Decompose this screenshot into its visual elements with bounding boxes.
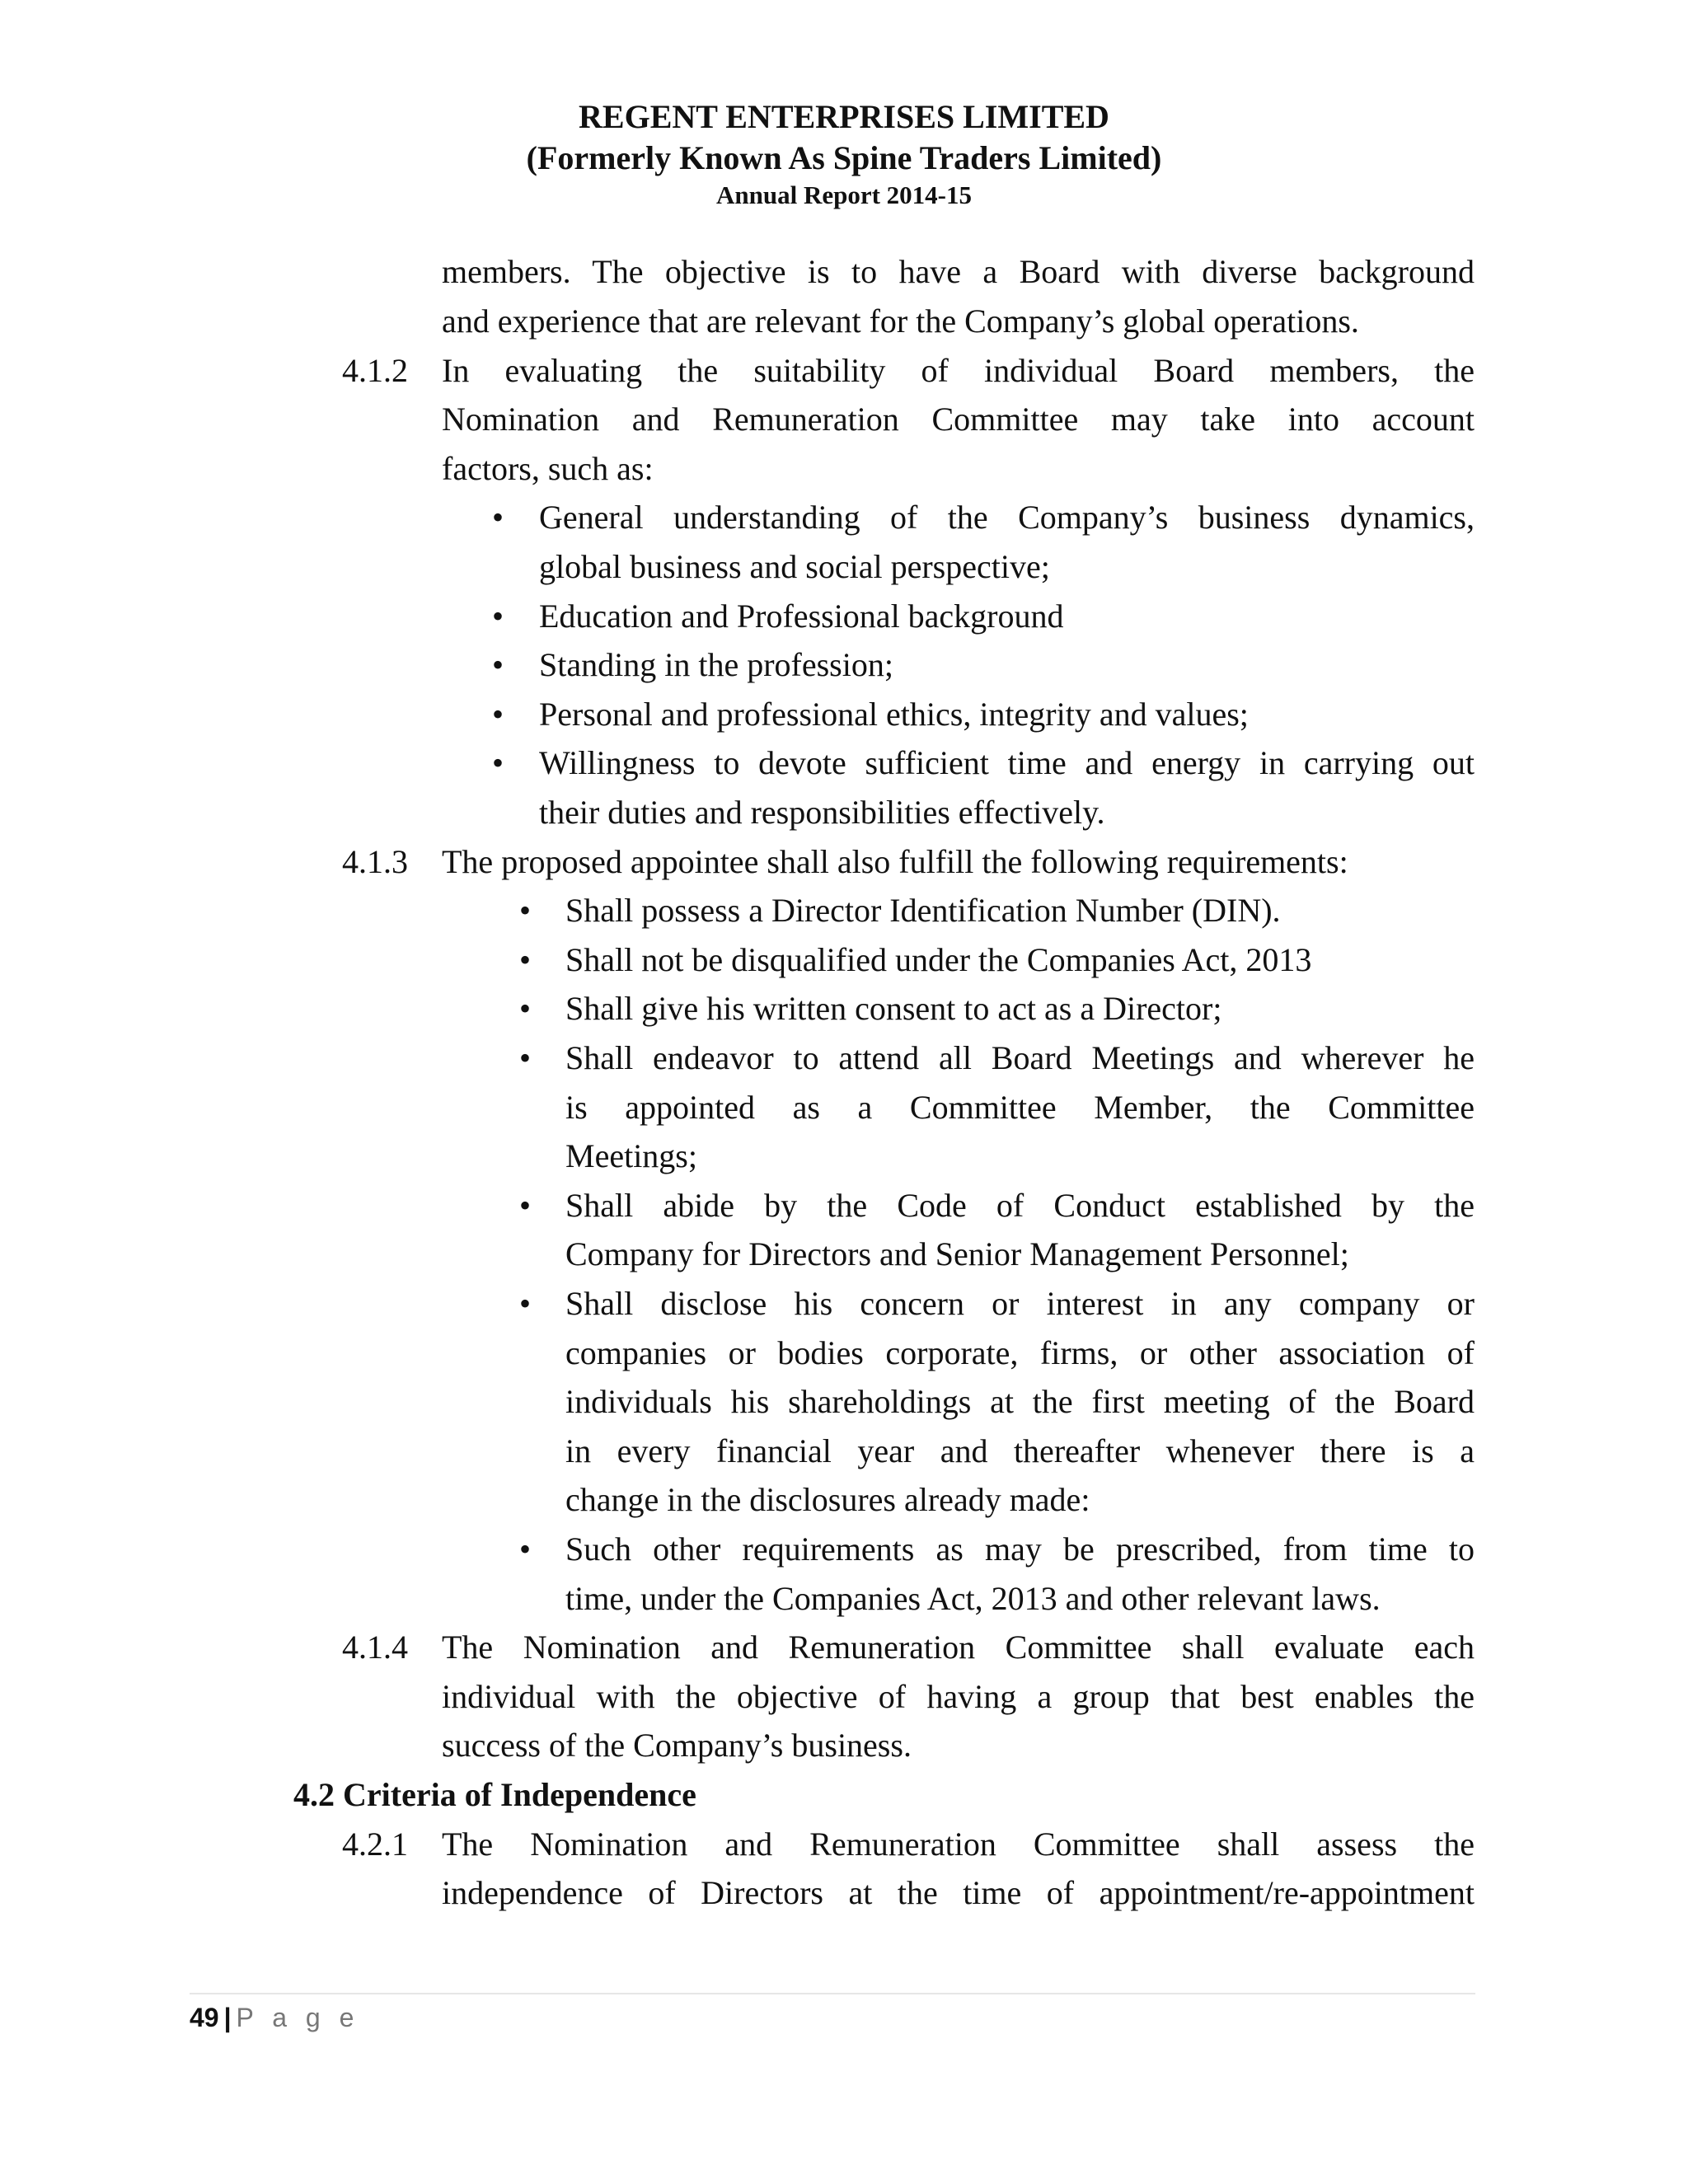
bullet-icon: • xyxy=(519,892,532,929)
company-name: REGENT ENTERPRISES LIMITED xyxy=(579,98,1109,135)
list-item: Company for Directors and Senior Management Personnel; xyxy=(565,1235,1349,1272)
body-line: The Nomination and Remuneration Committee shall evaluate each xyxy=(442,1629,1475,1666)
report-title: Annual Report 2014-15 xyxy=(715,180,972,209)
clause-number: 4.1.4 xyxy=(342,1629,408,1666)
list-item: time, under the Companies Act, 2013 and other relevant laws. xyxy=(565,1580,1381,1617)
body-line: factors, such as: xyxy=(442,450,654,487)
list-item: Shall give his written consent to act as a Director; xyxy=(565,990,1222,1027)
list-item: in every financial year and thereafter whenever there is a xyxy=(565,1432,1475,1469)
list-item: Shall not be disqualified under the Companies Act, 2013 xyxy=(565,941,1312,978)
bullet-icon: • xyxy=(492,499,504,536)
list-item: Willingness to devote sufficient time and energy in carrying out xyxy=(539,744,1475,781)
section-heading: 4.2 Criteria of Independence xyxy=(293,1776,696,1813)
list-item: their duties and responsibilities effectively. xyxy=(539,794,1105,831)
footer-separator: | xyxy=(223,2003,232,2032)
list-item: Such other requirements as may be prescribed, from time to xyxy=(565,1530,1475,1568)
body-line: The proposed appointee shall also fulfill the following requirements: xyxy=(442,843,1348,880)
bullet-icon: • xyxy=(519,1187,532,1224)
clause-number: 4.1.2 xyxy=(342,352,408,389)
body-line: individual with the objective of having a group that best enables the xyxy=(442,1678,1475,1715)
list-item: companies or bodies corporate, firms, or other association of xyxy=(565,1334,1475,1371)
bullet-icon: • xyxy=(492,598,504,635)
list-item: Shall endeavor to attend all Board Meetings and wherever he xyxy=(565,1039,1475,1076)
list-item: Shall disclose his concern or interest in any company or xyxy=(565,1285,1475,1322)
bullet-icon: • xyxy=(519,1285,532,1322)
bullet-icon: • xyxy=(519,941,532,978)
list-item: change in the disclosures already made: xyxy=(565,1481,1090,1518)
clause-number: 4.2.1 xyxy=(342,1825,408,1863)
list-item: Education and Professional background xyxy=(539,598,1064,635)
list-item: Meetings; xyxy=(565,1137,697,1174)
body-line: Nomination and Remuneration Committee may take into account xyxy=(442,401,1475,438)
page-footer xyxy=(190,2001,359,2034)
list-item: Personal and professional ethics, integrity and values; xyxy=(539,696,1249,733)
former-name: (Formerly Known As Spine Traders Limited) xyxy=(526,139,1162,176)
bullet-icon: • xyxy=(492,744,504,781)
body-line: members. The objective is to have a Board with diverse background xyxy=(442,253,1475,290)
list-item: Standing in the profession; xyxy=(539,646,893,683)
bullet-icon: • xyxy=(519,990,532,1027)
list-item: global business and social perspective; xyxy=(539,548,1050,585)
footer-divider xyxy=(190,1993,1475,1994)
body-line: independence of Directors at the time of appointment/re-appointment xyxy=(442,1874,1475,1911)
body-line: and experience that are relevant for the Company’s global operations. xyxy=(442,302,1359,340)
bullet-icon: • xyxy=(492,696,504,733)
body-line: In evaluating the suitability of individual Board members, the xyxy=(442,352,1475,389)
bullet-icon: • xyxy=(492,646,504,683)
list-item: individuals his shareholdings at the first meeting of the Board xyxy=(565,1383,1475,1420)
list-item: General understanding of the Company’s business dynamics, xyxy=(539,499,1475,536)
page-number: 49 xyxy=(190,2003,219,2032)
list-item: Shall abide by the Code of Conduct established by the xyxy=(565,1187,1475,1224)
body-line: success of the Company’s business. xyxy=(442,1727,912,1764)
bullet-icon: • xyxy=(519,1530,532,1568)
bullet-icon: • xyxy=(519,1039,532,1076)
list-item: Shall possess a Director Identification Number (DIN). xyxy=(565,892,1281,929)
page-label: P a g e xyxy=(236,2003,360,2032)
list-item: is appointed as a Committee Member, the Committee xyxy=(565,1089,1475,1126)
body-line: The Nomination and Remuneration Committee shall assess the xyxy=(442,1825,1475,1863)
clause-number: 4.1.3 xyxy=(342,843,408,880)
